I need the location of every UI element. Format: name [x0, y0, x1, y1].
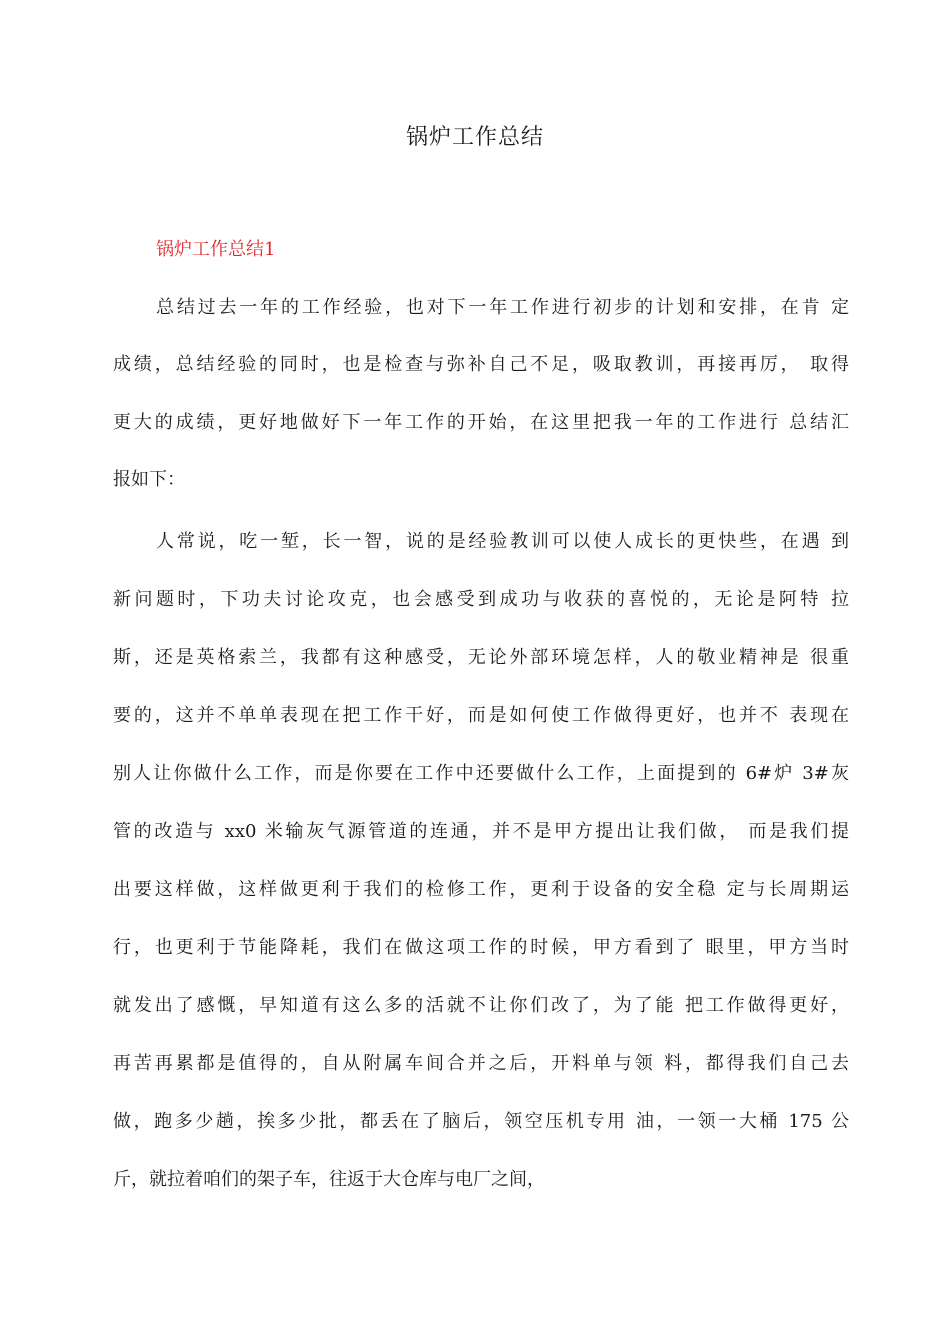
paragraph-2-line: 行，也更利于节能降耗，我们在做这项工作的时候，甲方看到了 眼里，甲方当时	[113, 937, 849, 958]
paragraph-1-line: 更大的成绩，更好地做好下一年工作的开始，在这里把我一年的工作进行 总结汇	[113, 412, 849, 433]
paragraph-2-line: 人常说，吃一堑，长一智，说的是经验教训可以使人成长的更快些，在遇 到	[156, 531, 849, 552]
paragraph-2-line: 斯，还是英格索兰，我都有这种感受，无论外部环境怎样，人的敬业精神是 很重	[113, 647, 849, 668]
paragraph-2-line: 要的，这并不单单表现在把工作干好，而是如何使工作做得更好，也并不 表现在	[113, 705, 849, 726]
paragraph-1-line: 成绩，总结经验的同时，也是检查与弥补自己不足，吸取教训，再接再厉， 取得	[113, 354, 849, 375]
paragraph-2-line: 别人让你做什么工作，而是你要在工作中还要做什么工作，上面提到的 6#炉 3#灰	[113, 763, 849, 784]
paragraph-2-line: 再苦再累都是值得的，自从附属车间合并之后，开料单与领 料，都得我们自己去	[113, 1053, 849, 1074]
paragraph-1-line: 报如下：	[113, 469, 185, 490]
paragraph-2-line: 新问题时，下功夫讨论攻克，也会感受到成功与收获的喜悦的，无论是阿特 拉	[113, 589, 849, 610]
document-title: 锅炉工作总结	[405, 125, 544, 150]
section-heading: 锅炉工作总结1	[156, 239, 276, 260]
paragraph-2-line: 出要这样做，这样做更利于我们的检修工作，更利于设备的安全稳 定与长周期运	[113, 879, 849, 900]
paragraph-2-line: 管的改造与 xx0 米输灰气源管道的连通，并不是甲方提出让我们做， 而是我们提	[113, 821, 849, 842]
paragraph-2-line: 就发出了感慨，早知道有这么多的活就不让你们改了，为了能 把工作做得更好，	[113, 995, 849, 1016]
paragraph-1-line: 总结过去一年的工作经验，也对下一年工作进行初步的计划和安排，在肯 定	[156, 297, 849, 318]
paragraph-2-line: 斤，就拉着咱们的架子车，往返于大仓库与电厂之间，	[113, 1169, 545, 1190]
paragraph-2-line: 做，跑多少趟，挨多少批，都丢在了脑后，领空压机专用 油，一领一大桶 175 公	[113, 1111, 849, 1132]
